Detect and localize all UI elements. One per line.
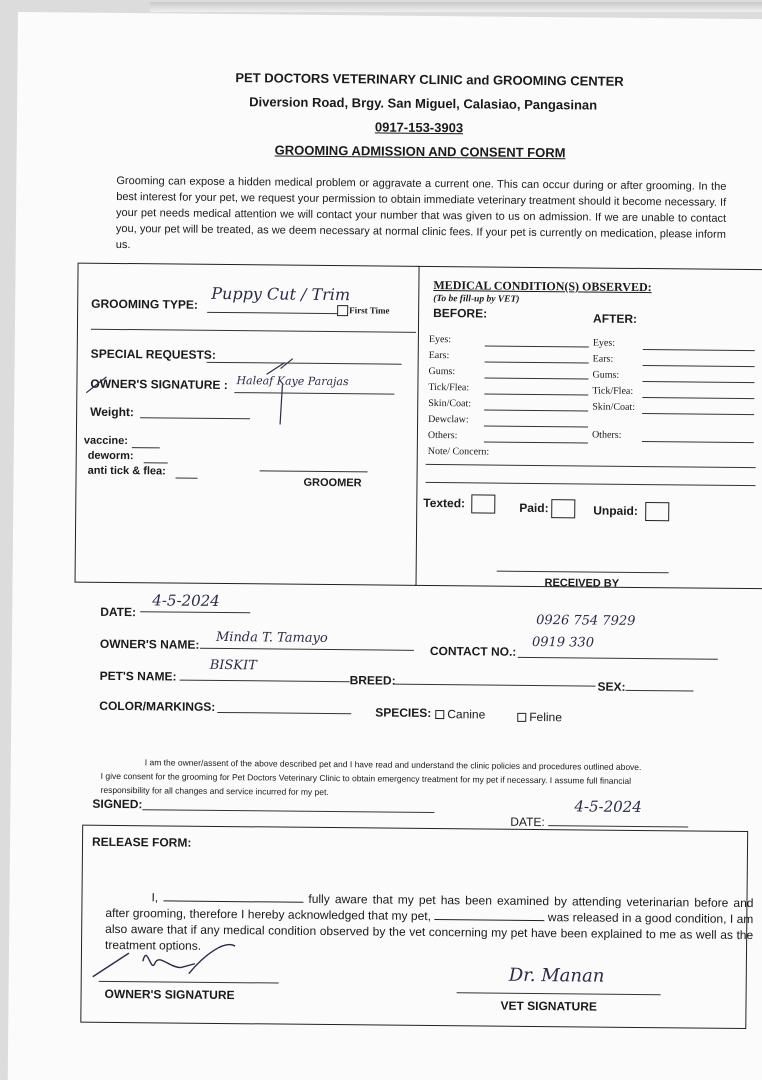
contact-value-2[interactable]: 0919 330	[531, 634, 595, 651]
consent-line-3: responsibility for all changes and service incurred for my pet.	[100, 784, 329, 798]
before-item-label: Ears:	[428, 349, 450, 362]
color-label: COLOR/MARKINGS:	[99, 698, 216, 714]
after-item-label: Gums:	[592, 369, 620, 381]
first-time-checkbox[interactable]	[337, 305, 348, 316]
breed-label: BREED:	[349, 673, 396, 688]
first-time-label: First Time	[349, 305, 390, 316]
before-list	[18, 12, 762, 19]
texted-label: Texted:	[423, 495, 466, 511]
intro-paragraph: Grooming can expose a hidden medical problem or aggravate a current one. This can occur during or after grooming. In the best interest for your pet, we request your permission to obtain immediate veterinary treatment should it become necessary. If your pet needs medical attention we will contact your number that was given to us on admission. If we are unable to contact you, your pet will be treated, as we deem necessary at normal clinic fees. If your pet is currently on medication, please inform us.	[115, 174, 727, 252]
before-item-label: Skin/Coat:	[428, 397, 472, 410]
consent-line-2: I give consent for the grooming for Pet Doctors Veterinary Clinic to obtain emergency treatment for my pet if necessary. I assume full financial	[100, 770, 632, 786]
sex-label: SEX:	[597, 679, 626, 694]
antitick-line[interactable]	[176, 478, 198, 479]
paid-checkbox[interactable]	[551, 499, 575, 518]
owner-signature-label: OWNER'S SIGNATURE :	[90, 376, 228, 393]
unpaid-label: Unpaid:	[593, 503, 638, 518]
deworm-label: deworm:	[87, 449, 134, 463]
release-owner-blank[interactable]	[163, 900, 303, 902]
after-item-label: Skin/Coat:	[592, 401, 636, 413]
vet-signature-value[interactable]: Dr. Manan	[508, 964, 605, 987]
received-by-label: RECEIVED BY	[544, 577, 620, 590]
medical-title: MEDICAL CONDITION(S) OBSERVED:	[433, 278, 652, 295]
breed-line[interactable]	[394, 684, 596, 687]
owner-name-line	[200, 648, 414, 651]
paper-edge	[150, 2, 762, 12]
pet-name-label: PET'S NAME:	[99, 668, 177, 684]
release-text-a: I,	[151, 890, 164, 905]
before-item-label: Tick/Flea:	[428, 381, 470, 394]
form-title: GROOMING ADMISSION AND CONSENT FORM	[274, 142, 566, 161]
deworm-line[interactable]	[144, 462, 168, 463]
consent-date-line	[548, 825, 688, 827]
before-label: BEFORE:	[433, 305, 488, 321]
release-text-b: fully aware that my pet has been examined by attending veterinarian before and after grooming, therefore I hereby acknowledged that my pet,	[105, 891, 754, 924]
color-line[interactable]	[217, 712, 351, 714]
antitick-label: anti tick & flea:	[87, 464, 166, 478]
consent-date-value[interactable]: 4-5-2024	[574, 797, 642, 817]
release-title: RELEASE FORM:	[91, 834, 192, 850]
contact-line	[518, 657, 718, 660]
after-item-label: Tick/Flea:	[592, 385, 634, 397]
consent-date-label: DATE:	[510, 814, 545, 830]
vaccine-label: vaccine:	[83, 434, 128, 448]
before-item-label: Note/ Concern:	[427, 445, 490, 458]
groomer-label: GROOMER	[303, 476, 362, 490]
release-text-c: was released in a good condition, I am also aware that if any medical condition observed by the vet concerning my pet have been explained to me as well as the treatment options.	[104, 910, 754, 953]
vet-signature-label: VET SIGNATURE	[500, 998, 597, 1014]
contact-value-1[interactable]: 0926 754 7929	[536, 613, 636, 629]
before-item-label: Gums:	[428, 365, 456, 378]
pet-name-line	[180, 680, 350, 683]
medical-subtitle: (To be fill-up by VET)	[433, 293, 520, 305]
species-label: SPECIES:	[375, 705, 432, 720]
clinic-name: PET DOCTORS VETERINARY CLINIC and GROOMING CENTER	[235, 70, 624, 89]
form-sheet	[8, 12, 762, 1080]
feline-label: Feline	[529, 709, 563, 725]
sex-line[interactable]	[626, 690, 694, 692]
release-owner-signature-label: OWNER'S SIGNATURE	[104, 986, 235, 1003]
unpaid-checkbox[interactable]	[645, 502, 669, 521]
after-label: AFTER:	[593, 311, 638, 326]
owner-signature-scribble-icon	[85, 933, 285, 985]
date-line	[140, 611, 250, 613]
date-label: DATE:	[100, 604, 137, 620]
before-item-label: Dewclaw:	[428, 413, 469, 426]
release-pet-blank[interactable]	[434, 919, 544, 921]
canine-label: Canine	[447, 707, 486, 722]
before-item-label: Eyes:	[428, 333, 452, 346]
canine-checkbox[interactable]	[435, 710, 444, 719]
paid-label: Paid:	[519, 500, 549, 516]
pet-name-value[interactable]: BISKIT	[209, 657, 257, 674]
contact-label: CONTACT NO.:	[429, 643, 517, 659]
texted-checkbox[interactable]	[471, 494, 495, 513]
grooming-type-label: GROOMING TYPE:	[91, 296, 198, 312]
signed-line[interactable]	[142, 809, 434, 813]
feline-checkbox[interactable]	[517, 713, 526, 722]
consent-text	[100, 755, 720, 803]
signature-strike-icon	[84, 353, 395, 426]
owner-name-label: OWNER'S NAME:	[99, 636, 200, 652]
signed-label: SIGNED:	[92, 796, 143, 812]
owner-name-value[interactable]: Minda T. Tamayo	[215, 629, 328, 647]
date-value[interactable]: 4-5-2024	[152, 591, 220, 610]
after-item-label: Eyes:	[592, 337, 616, 349]
after-list	[18, 12, 762, 19]
weight-label: Weight:	[90, 404, 135, 420]
after-item-label: Ears:	[592, 353, 614, 365]
after-item-label: Others:	[591, 429, 622, 441]
consent-line-1: I am the owner/assent of the above described pet and I have read and understand the clinic policies and procedures outlined above.	[144, 757, 642, 773]
grooming-type-value[interactable]: Puppy Cut / Trim	[211, 283, 351, 305]
clinic-address: Diversion Road, Brgy. San Miguel, Calasiao, Pangasinan	[249, 94, 598, 113]
clinic-phone: 0917-153-3903	[374, 119, 464, 136]
special-requests-label: SPECIAL REQUESTS:	[90, 346, 216, 362]
owner-signature-value[interactable]: Haleaf Kaye Parajas	[236, 374, 349, 389]
before-item-label: Others:	[427, 429, 458, 442]
